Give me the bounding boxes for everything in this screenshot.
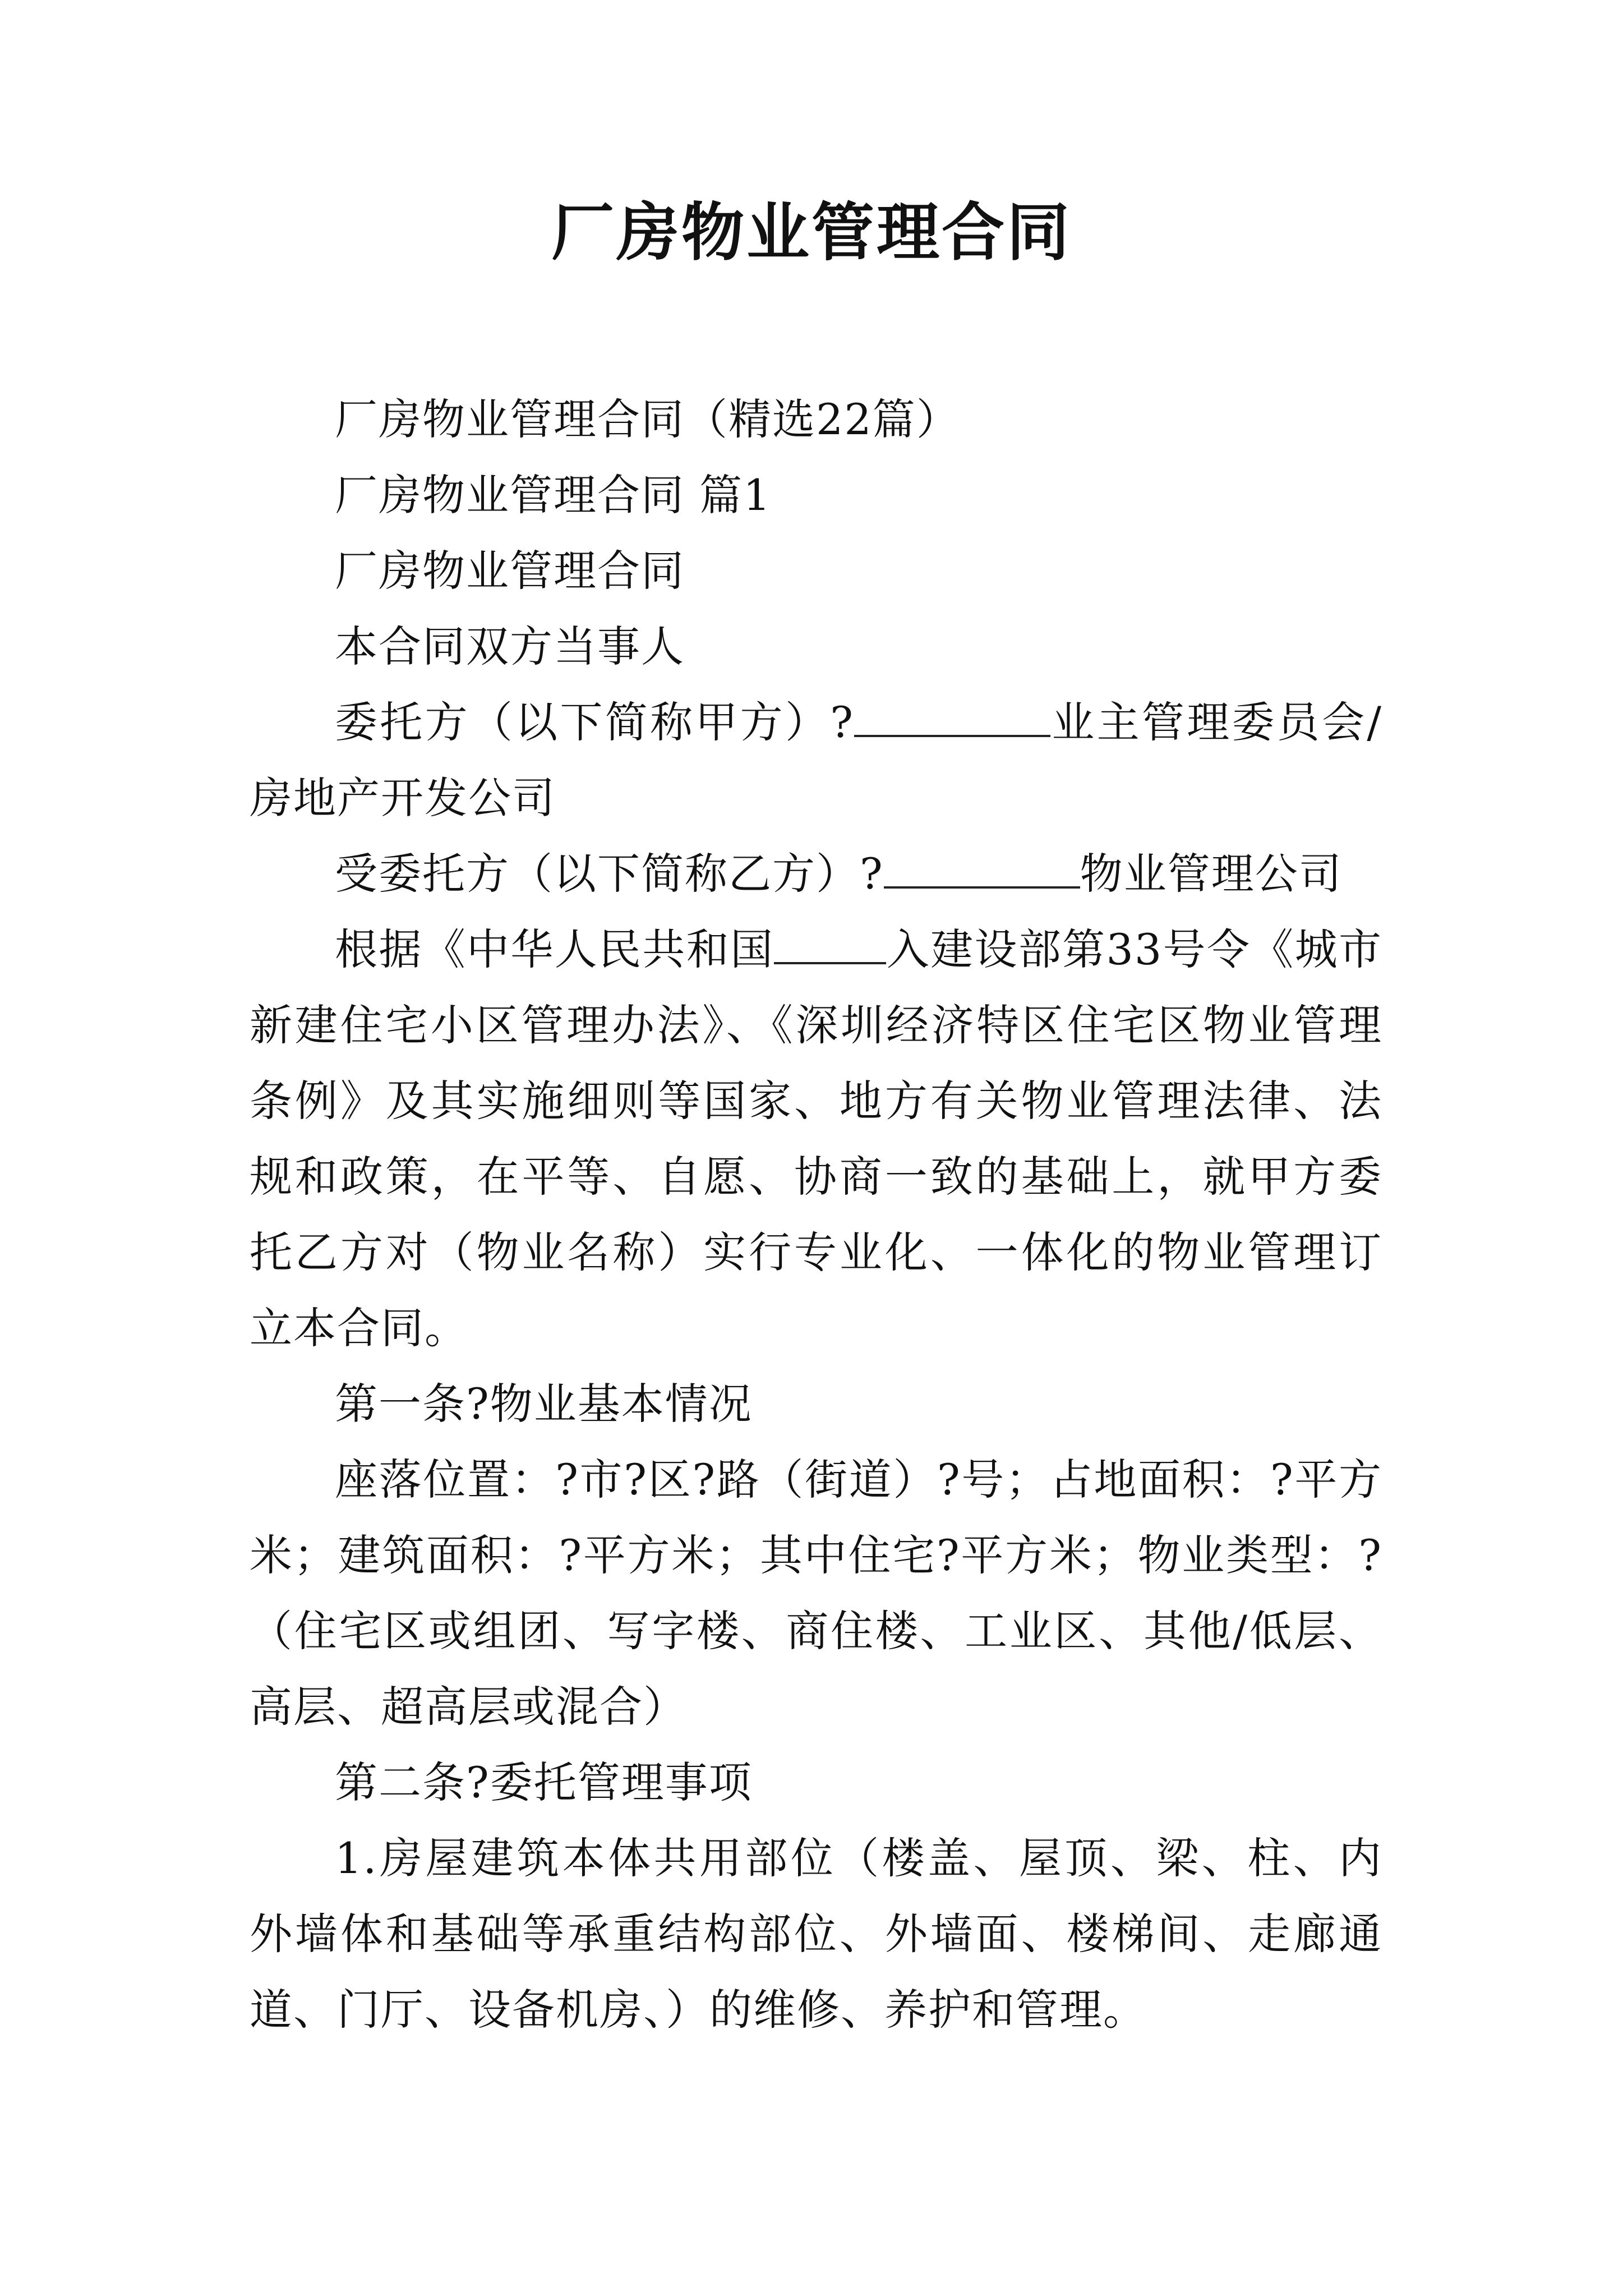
- document-title: 厂房物业管理合同: [551, 196, 1072, 269]
- party-b-label: 受委托方（以下简称乙方）?: [335, 849, 884, 899]
- party-b-type: 物业管理公司: [1080, 849, 1343, 899]
- paragraph-legal-basis: [250, 912, 1382, 1366]
- paragraph-article-1-heading: 第一条?物业基本情况: [335, 1379, 753, 1429]
- paragraph-item-1: 1.房屋建筑本体共用部位（楼盖、屋顶、梁、柱、内外墙体和基础等承重结构部位、外墙面、楼梯间、走廊通道、门厅、设备机房、）的维修、养护和管理。: [250, 1833, 1382, 2035]
- paragraph-contract-name: 厂房物业管理合同: [335, 546, 685, 596]
- paragraph-subtitle: 厂房物业管理合同（精选22篇）: [335, 394, 960, 444]
- party-a-blank: [854, 691, 1050, 737]
- legal-basis-start: 根据《中华人民共和国: [335, 924, 774, 974]
- party-a-label: 委托方（以下简称甲方）?: [335, 697, 855, 747]
- document-body: [250, 381, 1382, 2047]
- party-a-type: 业主管理委员会/房地产开发公司: [250, 697, 1382, 823]
- paragraph-party-b: [250, 836, 1382, 912]
- paragraph-article-2-heading: 第二条?委托管理事项: [335, 1757, 753, 1807]
- legal-basis-blank: [774, 918, 886, 964]
- paragraph-parties-heading: 本合同双方当事人: [335, 622, 685, 671]
- paragraph-party-a: [250, 684, 1382, 836]
- paragraph-property-details: 座落位置：?市?区?路（街道）?号；占地面积：?平方米；建筑面积：?平方米；其中住宅?平方米；物业类型：?（住宅区或组团、写字楼、商住楼、工业区、其他/低层、高层、超高层或混合）: [250, 1455, 1382, 1732]
- party-b-blank: [884, 843, 1080, 889]
- paragraph-section-heading: 厂房物业管理合同 篇1: [335, 470, 772, 520]
- legal-basis-rest: 入建设部第33号令《城市新建住宅小区管理办法》、《深圳经济特区住宅区物业管理条例》及其实施细则等国家、地方有关物业管理法律、法规和政策，在平等、自愿、协商一致的基础上，就甲方委托乙方对（物业名称）实行专业化、一体化的物业管理订立本合同。: [250, 924, 1382, 1353]
